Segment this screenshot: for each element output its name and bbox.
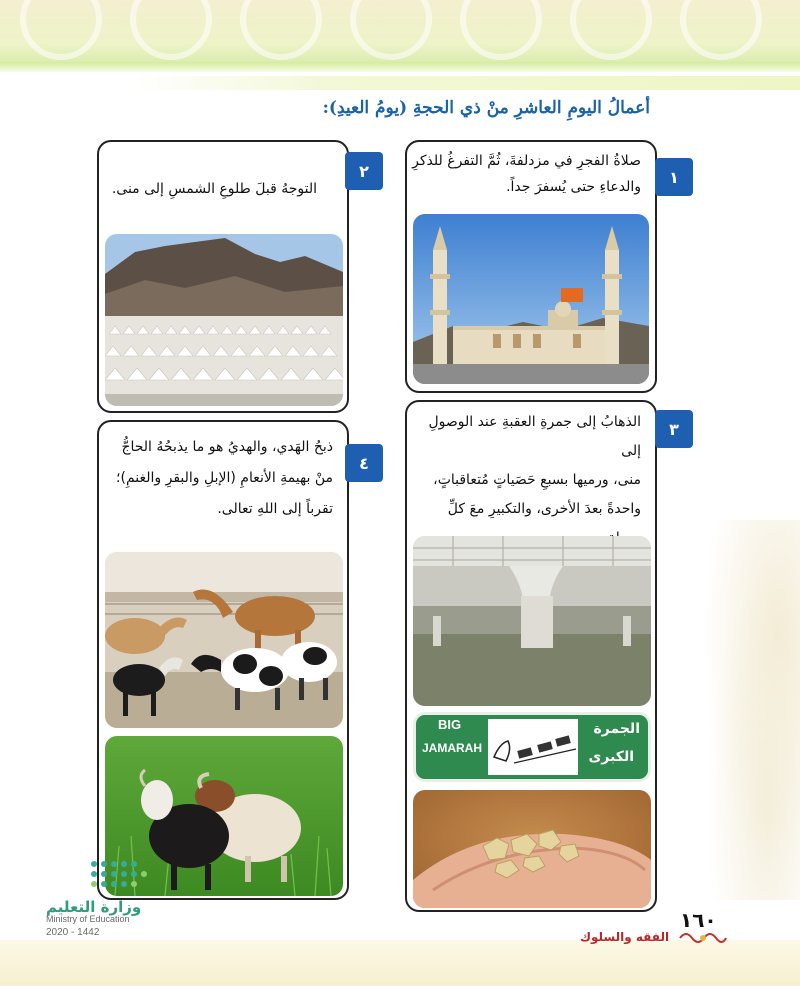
- text-line: منى، ورميها بسبعِ حَصَياتٍ مُتعاقباتٍ،: [433, 472, 641, 488]
- sign-arabic-line2: الكبرى: [588, 749, 634, 765]
- subject-title: الفقه والسلوك: [580, 930, 670, 944]
- card-3-text: [409, 408, 641, 553]
- ministry-name-english: Ministry of Education: [46, 914, 130, 924]
- mosque-photo: [413, 214, 649, 384]
- text-line: والدعاءِ حتى يُسفرَ جداً.: [506, 179, 641, 195]
- page-number: ١٦٠: [680, 908, 717, 932]
- ornament-circle: [20, 0, 102, 60]
- sign-english-line2: JAMARAH: [422, 741, 482, 755]
- ministry-name-arabic: وزارة التعليم: [46, 898, 142, 916]
- ornament-circle: [460, 0, 542, 60]
- top-divider: [0, 62, 800, 72]
- text-line: صلاةُ الفجرِ في مزدلفةَ، ثُمَّ التفرغُ للذكرِ: [412, 153, 641, 169]
- sign-arabic-line1: الجمرة: [593, 721, 640, 737]
- top-decorative-band: [0, 0, 800, 62]
- number-badge-1: ١: [655, 158, 693, 196]
- number-badge-3: ٣: [655, 410, 693, 448]
- card-4-text: [101, 432, 333, 525]
- side-ornament: [690, 520, 800, 900]
- text-line: ذبحُ الهَدي، والهديُ هو ما يذبحُهُ الحاجُّ: [121, 439, 333, 455]
- sign-english-line1: BIG: [438, 717, 462, 732]
- card-1: [405, 140, 657, 393]
- pebble-hand-icon: [488, 719, 578, 775]
- ornament-circle: [130, 0, 212, 60]
- text-line: التوجهُ قبلَ طلوعِ الشمسِ إلى منى.: [111, 181, 317, 197]
- text-line: الذهابُ إلى جمرةِ العقبةِ عند الوصولِ إلى: [428, 414, 641, 459]
- card-2-text: [97, 176, 317, 202]
- camels-cows-goats-photo: [105, 552, 343, 728]
- heading-highlight: [130, 76, 800, 90]
- jamarat-bridge-photo: [413, 536, 651, 706]
- number-badge-2: ٢: [345, 152, 383, 190]
- pebbles-in-hand-photo: [413, 790, 651, 908]
- card-1-text: [411, 148, 641, 200]
- page-heading: أعمالُ اليومِ العاشرِ منْ ذي الحجةِ (يومُ العيدِ):: [322, 98, 650, 118]
- text-line: منْ بهيمةِ الأنعامِ (الإبلِ والبقرِ والغنمِ)؛: [116, 470, 333, 486]
- text-line: تقرباً إلى اللهِ تعالى.: [217, 501, 333, 517]
- card-4: [97, 420, 349, 900]
- footer-ornament-icon: [678, 930, 728, 949]
- card-2: [97, 140, 349, 413]
- ornament-circle: [570, 0, 652, 60]
- ornament-circle: [350, 0, 432, 60]
- text-line: واحدةً بعدَ الأخرى، والتكبيرِ معَ كلِّ: [447, 501, 641, 517]
- card-3: [405, 400, 657, 912]
- ministry-year: 2020 - 1442: [46, 927, 100, 938]
- big-jamarah-sign: [413, 712, 651, 782]
- number-badge-4: ٤: [345, 444, 383, 482]
- ministry-logo-icon: [88, 858, 148, 902]
- ornament-circle: [240, 0, 322, 60]
- mina-tents-photo: [105, 234, 343, 406]
- ornament-circle: [680, 0, 762, 60]
